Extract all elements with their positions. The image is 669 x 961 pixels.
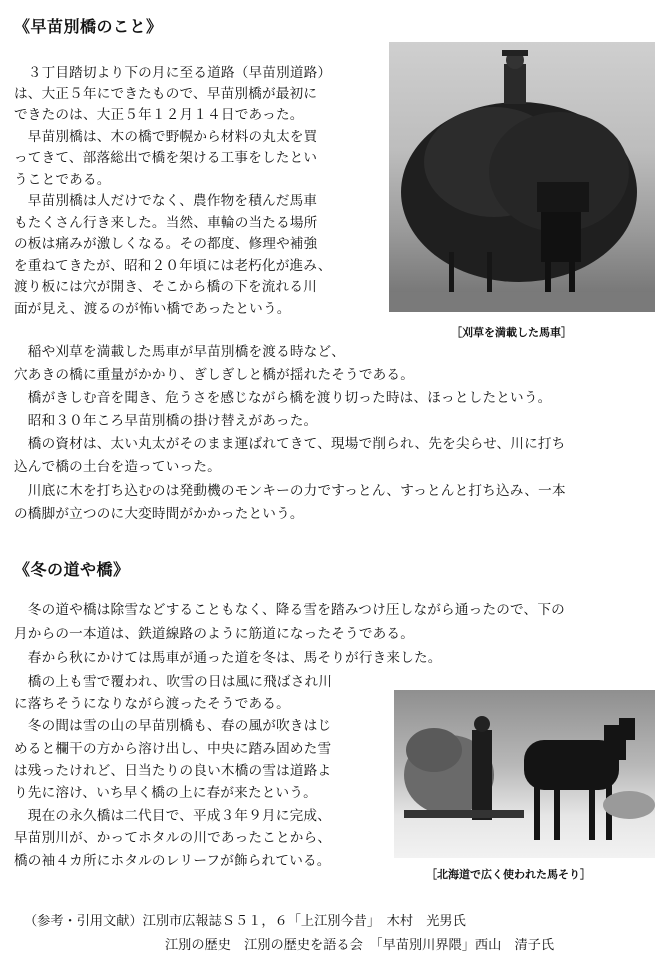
- reference-line-2: 江別の歴史 江別の歴史を語る会 「早苗別川界隈」西山 清子氏: [165, 938, 555, 953]
- paragraph-line: の橋脚が立つのに大変時間がかかったという。: [14, 506, 304, 522]
- paragraph-line: に落ちそうになりながら渡ったそうである。: [14, 696, 290, 712]
- paragraph-line: めると欄干の方から溶け出し、中央に踏み固めた雪: [14, 741, 332, 757]
- paragraph-line: 早苗別橋は人だけでなく、農作物を積んだ馬車: [14, 193, 318, 209]
- horse-sled-photo: [394, 690, 655, 858]
- paragraph-line: 早苗別橋は、木の橋で野幌から材料の丸太を買: [14, 129, 318, 145]
- paragraph-line: を重ねてきたが、昭和２０年頃には老朽化が進み、: [14, 258, 332, 274]
- hay-wagon-photo: [389, 42, 655, 312]
- paragraph-line: 穴あきの橋に重量がかかり、ぎしぎしと橋が揺れたそうである。: [14, 367, 415, 383]
- paragraph-line: は残ったけれど、日当たりの良い木橋の雪は道路よ: [14, 763, 332, 779]
- horse-sled-caption: ［北海道で広く使われた馬そり］: [426, 868, 591, 881]
- paragraph-line: は、大正５年にできたもので、早苗別橋が最初に: [14, 86, 318, 102]
- section-title-winter-roads: 《冬の道や橋》: [14, 560, 130, 579]
- paragraph-line: 冬の間は雪の山の早苗別橋も、春の風が吹きはじ: [14, 718, 332, 734]
- paragraph-line: 現在の永久橋は二代目で、平成３年９月に完成、: [14, 808, 331, 824]
- paragraph-line: の板は痛みが激しくなる。その都度、修理や補強: [14, 236, 318, 252]
- hay-wagon-illustration: [389, 42, 655, 312]
- reference-line-1: （参考・引用文献）江別市広報誌Ｓ５１，６「上江別今昔」 木村 光男氏: [24, 914, 466, 929]
- paragraph-line: 春から秋にかけては馬車が通った道を冬は、馬そりが行き来した。: [14, 650, 442, 666]
- hay-wagon-caption: ［刈草を満載した馬車］: [451, 326, 572, 339]
- horse-sled-illustration: [394, 690, 655, 858]
- paragraph-line: できたのは、大正５年１２月１４日であった。: [14, 107, 304, 123]
- paragraph-line: 橋の袖４カ所にホタルのレリーフが飾られている。: [14, 853, 331, 869]
- paragraph-line: 稲や刈草を満載した馬車が早苗別橋を渡る時など、: [14, 344, 346, 360]
- paragraph-line: 早苗別川が、かってホタルの川であったことから、: [14, 830, 332, 846]
- paragraph-line: 面が見え、渡るのが怖い橋であったという。: [14, 301, 291, 317]
- paragraph-line: り先に溶け、いち早く橋の上に春が来たという。: [14, 785, 317, 801]
- paragraph-line: ってきて、部落総出で橋を架ける工事をしたとい: [14, 150, 318, 166]
- paragraph-line: 込んで橋の土台を造っていった。: [14, 459, 221, 475]
- paragraph-line: 渡り板には穴が開き、そこから橋の下を流れる川: [14, 279, 317, 295]
- paragraph-line: 月からの一本道は、鉄道線路のように筋道になったそうである。: [14, 626, 415, 642]
- paragraph-line: 橋がきしむ音を聞き、危うさを感じながら橋を渡り切った時は、ほっとしたという。: [14, 390, 552, 406]
- paragraph-line: うことである。: [14, 172, 111, 188]
- paragraph-line: 橋の資材は、太い丸太がそのまま運ばれてきて、現場で削られ、先を尖らせ、川に打ち: [14, 436, 566, 452]
- paragraph-line: 橋の上も雪で覆われ、吹雪の日は風に飛ばされ川: [14, 674, 333, 690]
- paragraph-line: もたくさん行き来した。当然、車輪の当たる場所: [14, 215, 318, 231]
- paragraph-line: 冬の道や橋は除雪などすることもなく、降る雪を踏みつけ圧しながら通ったので、下の: [14, 602, 565, 618]
- section-title-sanaebetsu-bridge: 《早苗別橋のこと》: [14, 17, 163, 36]
- paragraph-line: 川底に木を打ち込むのは発動機のモンキーの力ですっとん、すっとんと打ち込み、一本: [14, 483, 566, 499]
- paragraph-line: ３丁目踏切より下の月に至る道路（早苗別道路）: [14, 65, 332, 81]
- paragraph-line: 昭和３０年ころ早苗別橋の掛け替えがあった。: [14, 413, 318, 429]
